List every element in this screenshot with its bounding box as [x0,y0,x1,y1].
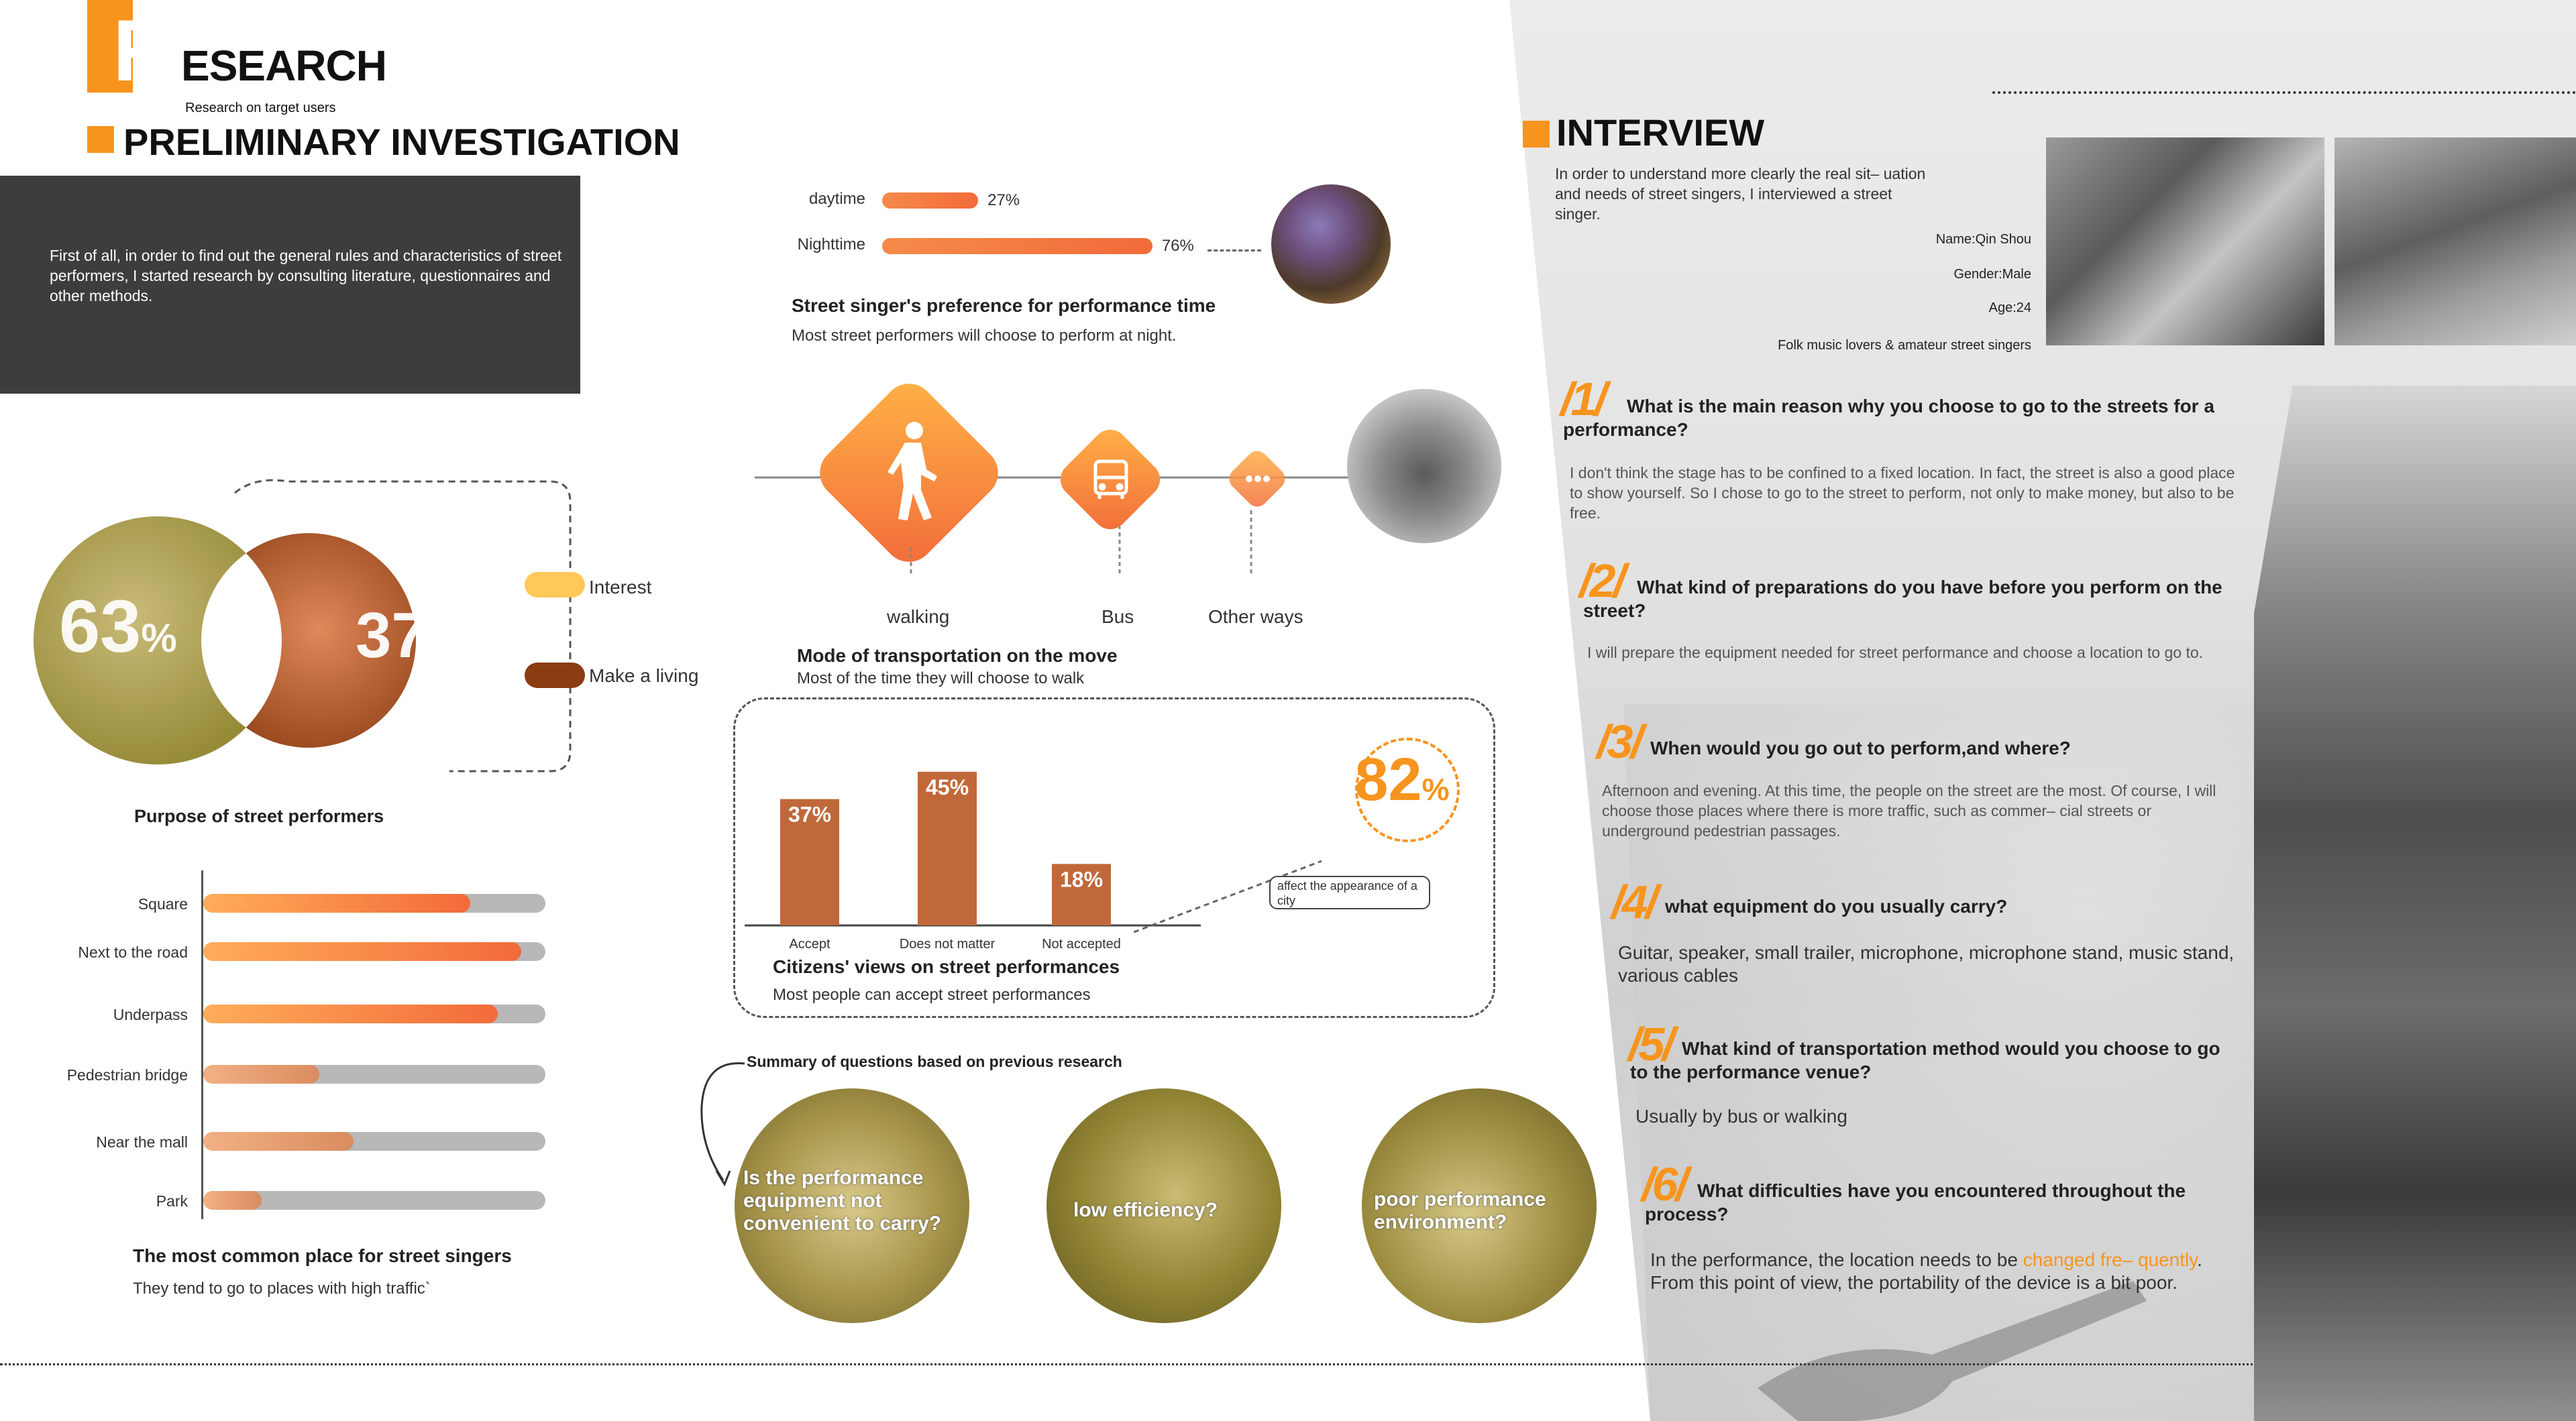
place-bar-track [203,894,545,913]
living-percent: 37% [356,600,459,671]
place-bar-fill [203,1191,262,1210]
question-number: /4/ [1611,876,1656,928]
bus-diamond [1053,422,1167,536]
views-category-label: Not accepted [1042,937,1121,952]
views-bar-value: 37% [788,802,832,827]
time-connector [1208,249,1261,251]
question-title: What kind of transportation method would you choose to go to the performance venue? [1630,1038,2220,1082]
places-note: They tend to go to places with high traffic` [133,1280,431,1298]
interview-marker [1523,121,1550,148]
section-marker [87,126,114,153]
answer-highlight: changed fre– quently [2023,1249,2198,1270]
question-title: What is the main reason why you choose to go to the streets for a performance? [1563,396,2214,440]
place-bar-track [203,942,545,961]
header-subtitle: Research on target users [185,101,336,115]
question-number: /6/ [1642,1158,1686,1210]
summary-title: Summary of questions based on previous research [747,1053,1122,1070]
interviewee-hobby: Folk music lovers & amateur street singers [1778,338,2031,353]
answer-text: . From this point of view, the portability of the device is a bit poor. [1650,1249,2202,1293]
views-category-label: Accept [789,937,830,952]
views-note: Most people can accept street performances [773,986,1091,1004]
question-number: /5/ [1628,1018,1672,1070]
place-bar-fill [203,1005,498,1023]
time-row-bar [882,192,978,209]
views-title: Citizens' views on street performances [773,956,1120,977]
transport-note: Most of the time they will choose to walk [797,669,1085,687]
question-answer: Usually by bus or walking [1635,1106,1847,1127]
place-label: Square [138,895,188,913]
question-number: /2/ [1579,555,1623,607]
question-answer: Guitar, speaker, small trailer, microphone, microphone stand, music stand, various cables [1618,942,2235,986]
question-answer [1650,1249,2241,1294]
bubble-note: affect the appearance of a city [1269,876,1430,909]
question-number: /1/ [1560,373,1605,425]
answer-text: In the performance, the location needs to be [1650,1249,2023,1270]
views-bar-value: 18% [1059,867,1104,892]
time-row-label: daytime [808,190,865,208]
question-title: what equipment do you usually carry? [1665,896,2008,917]
section-title: PRELIMINARY INVESTIGATION [123,121,680,163]
transport-other-label: Other ways [1208,606,1303,627]
interview-photo-equipment [2334,137,2576,345]
question-answer: I will prepare the equipment needed for street performance and choose a location to go to. [1587,644,2204,661]
bus-stop-photo [1347,389,1501,543]
legend-living-swatch [525,663,585,688]
place-label: Near the mall [96,1133,188,1151]
time-row-bar [882,238,1152,254]
places-title: The most common place for street singers [133,1245,512,1266]
places-axis-line [201,870,203,1219]
summary-question-1: Is the performance equipment not convenient to carry? [743,1167,942,1235]
place-label: Underpass [113,1006,188,1023]
place-bar-track [203,1132,545,1151]
question-number: /3/ [1597,716,1641,768]
views-bar-value: 45% [925,775,969,799]
interest-percent: 63% [59,585,177,668]
place-label: Next to the road [78,944,188,961]
place-bar-fill [203,894,470,913]
interviewee-gender: Gender:Male [1953,267,2031,282]
interviewee-age: Age:24 [1988,300,2031,315]
night-street-photo [1271,184,1391,304]
time-row-value: 76% [1161,237,1194,255]
transport-diagram [755,376,1426,577]
question-title: What difficulties have you encountered throughout the process? [1645,1180,2186,1225]
transport-title: Mode of transportation on the move [797,645,1118,666]
time-note: Most street performers will choose to perform at night. [792,327,1177,345]
question-title: When would you go out to perform,and where? [1650,738,2071,758]
summary-question-2: low efficiency? [1073,1199,1218,1221]
interview-intro: In order to understand more clearly the real sit– uation and needs of street singers, I interviewed a street singer. [1555,165,1926,223]
transport-walking-label: walking [887,606,950,627]
time-title: Street singer's preference for performance time [792,295,1216,316]
place-bar-track [203,1191,545,1210]
place-bar-fill [203,1132,354,1151]
legend-interest-label: Interest [589,577,652,598]
interview-photo-guitar [2046,137,2324,345]
legend-living-label: Make a living [589,665,699,686]
more-dots-icon [1246,475,1270,482]
time-row-label: Nighttime [797,235,865,253]
purpose-caption: Purpose of street performers [134,806,384,826]
transport-bus-label: Bus [1102,606,1134,627]
question-answer: I don't think the stage has to be confined to a fixed location. In fact, the street is also a good place to show yourself. So I chose to go to the street to perform, not only to make money, but also to be free. [1570,464,2235,522]
bottom-dotted-rule [0,1363,2576,1365]
summary-question-3: poor performance environment? [1374,1188,1546,1233]
place-label: Pedestrian bridge [66,1066,188,1084]
legend-interest-swatch [525,572,585,598]
time-row-value: 27% [987,191,1020,209]
logo-letter: R [113,1,176,99]
question-answer: Afternoon and evening. At this time, the people on the street are the most. Of course, I will choose those places where there is more traffic, such as commer– cial streets or underground pedestrian passages. [1602,782,2216,840]
intro-box [0,176,580,394]
place-bar-fill [203,1065,319,1084]
top-dotted-rule [1992,91,2576,94]
views-category-label: Does not matter [899,937,996,952]
place-bar-fill [203,942,521,961]
interview-title: INTERVIEW [1556,111,1765,154]
big-percent: 82% [1354,746,1450,813]
header-title: ESEARCH [181,42,386,90]
place-bar-track [203,1005,545,1023]
question-title: What kind of preparations do you have before you perform on the street? [1583,577,2222,621]
intro-text: First of all, in order to find out the general rules and characteristics of street performers, I started research by consulting literature, questionnaires and other methods. [50,247,562,304]
interview-photo-singer [2254,386,2576,1421]
place-bar-track [203,1065,545,1084]
place-label: Park [156,1192,188,1210]
interviewee-name: Name:Qin Shou [1935,232,2031,247]
